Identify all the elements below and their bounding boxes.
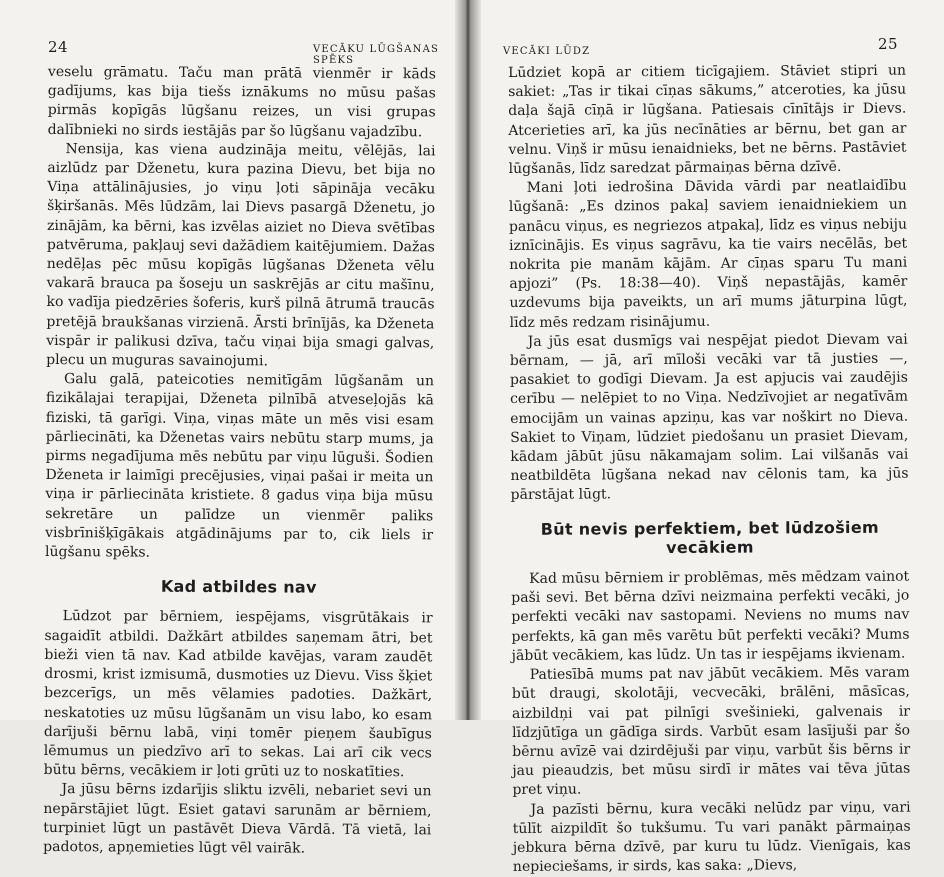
section-heading: Būt nevis perfektiem, bet lūdzošiem vecākiem xyxy=(540,517,879,557)
paragraph: Mani ļoti iedrošina Dāvida vārdi par neatlaidību lūgšanā: „Es dzinos pakaļ saviem ienaidniekiem un panācu viņus, es negriezos atpakaļ, līdz es viņus nebiju iznīcinājis. Es viņus sagrāvu, ka tie vairs necēlās, bet nokrita pie manām kājām. Ar cīņas sparu Tu mani apjozi” (Ps. 18:38—40). Viņš nepastājās, kamēr uzdevums bija paveikts, un arī mums jāturpina lūgt, līdz mēs redzam risinājumu. xyxy=(508,177,908,331)
section-heading: Kad atbildes nav xyxy=(160,576,317,597)
paragraph: Ja jūs esat dusmīgs vai nespējat piedot Dievam vai bērnam, — jā, arī mīloši vecāki var tā justies —, pasakiet to godīgi Dievam. Ja est apjucis vai zaudējis cerību — nelēpiet to no Viņa. Nedzīvojiet ar negatīvām emocijām un vainas apziņu, kas var noškirt no Dieva. Sakiet to Viņam, lūdziet piedošanu un prasiet Dievam, kādam jābūt jūsu nākamajam solim. Lai vilšanās vai neatbildēta lūgšana nekad nav cēlonis tam, ka jūs pārstājat lūgt. xyxy=(509,331,909,504)
paragraph: Patiesībā mums pat nav jābūt vecākiem. Mēs varam būt draugi, skolotāji, vecvecāki, brālēni, māsīcas, aizbildņi vai pat pilnīgi svešinieki, galvenais ir līdzjūtīga un gādīga sirds. Varbūt esam lasījuši par šo bērnu avīzē vai dzirdējuši par viņu, varbūt šis bērns ir jau pieaudzis, bet mūsu sirdī ir mātes vai tēva jūtas pret viņu. xyxy=(511,664,911,799)
page-number: 24 xyxy=(48,38,69,56)
paragraph: Kad mūsu bērniem ir problēmas, mēs mēdzam vainot paši sevi. Bet bērna dzīvi neizmaina perfekti vecāki, jo perfekti vecāki nav sastopami. Neviens no mums nav perfekts, kā gan mēs varētu būt perfekti vecāki? Mums jābūt vecākiem, kas lūdz. Un tas ir iespējams ikvienam. xyxy=(511,568,910,664)
paragraph: Lūdziet kopā ar citiem ticīgajiem. Stāviet stipri un sakiet: „Tas ir tikai cīņas sākums,” atceroties, ka jūsu daļa šajā cīņā ir lūgšana. Patiesais cīnītājs ir Dievs. Atcerieties arī, ka jūs necīnāties ar bērnu, bet gan ar velnu. Viņš ir mūsu ienaidnieks, bet ne bērns. Pastāviet lūgšanās, līdz saredzat pārmaiņas bērna dzīvē. xyxy=(508,62,907,178)
paragraph: veselu grāmatu. Taču man prātā vienmēr ir kāds gadījums, kas bija tiešs iznākums no mūsu pašas pirmās kopīgās lūgšanu reizes, un visi grupas dalībnieki no sirds iestājās par šo lūgšanu vajadzību. xyxy=(47,63,436,140)
page-text xyxy=(43,63,436,859)
page-number: 25 xyxy=(878,35,899,53)
page-text xyxy=(508,62,911,877)
paragraph: Ja pazīsti bērnu, kura vecāki nelūdz par viņu, vari tūlīt aizpildīt šo tukšumu. Tu vari panākt pārmaiņas jebkura bērna dzīvē, par kuru tu lūdz. Vienīgais, kas nepieciešams, ir sirds, kas saka: „Dievs, xyxy=(512,799,911,876)
running-head: VECĀKU LŪGŠANAS SPĒKS xyxy=(313,44,440,66)
book-gutter xyxy=(455,0,481,720)
paragraph: Ja jūsu bērns izdarījis sliktu izvēli, nebariet sevi un nepārstājiet lūgt. Esiet gatavi sarunām ar bērniem, turpiniet lūgt un pastāvēt Dieva Vārdā. Tā vietā, lai padotos, apņemieties lūgt vēl vairāk. xyxy=(43,781,432,857)
paragraph: Galu galā, pateicoties nemitīgām lūgšanām un fizikālajai terapijai, Dženeta pilnībā atveseļojās kā fiziski, tā garīgi. Viņa, viņas māte un mēs visi esam pārliecināti, ka Dženetas vairs nebūtu starp mums, ja pirms negadījuma mēs nebūtu par viņu lūguši. Šodien Dženeta ir laimīgi precējusies, viņai pašai ir meita un viņa ir pārliecināta kristiete. 8 gadus viņa bija mūsu sekretāre un palīdze un vienmēr paliks visbrīnišķīgākais atgādinājums par to, cik liels ir lūgšanu spēks. xyxy=(44,371,435,561)
running-head: VECĀKI LŪDZ xyxy=(503,46,591,57)
paragraph: Nensija, kas viena audzināja meitu, vēlējās, lai aizlūdz par Dženetu, kura pazina Dievu, bet bija no Viņa attālinājusies, jo viņu ļoti sāpināja vecāku šķiršanās. Mēs lūdzām, lai Dievs pasargā Dženetu, jo zinājām, ka bērni, kas izvēlas aiziet no Dieva svētības patvēruma, pakļauj sevi dažādiem kaitējumiem. Dažas nedēļas pēc mūsu kopīgās lūgšanas Dženeta vēlu vakarā brauca pa šoseju un saskrējās ar citu mašīnu, ko vadīja piedzēries šoferis, kurš pilnā ātrumā traucās pretējā braukšanas virzienā. Ārsti brīnījās, ka Dženeta vispār ir palikusi dzīva, taču viņai bija smagi galvas, plecu un muguras savainojumi. xyxy=(46,140,436,370)
left-page xyxy=(0,0,462,857)
paragraph: Lūdzot par bērniem, iespējams, visgrūtākais ir sagaidīt atbildi. Dažkārt atbildes saņemam ātri, bet bieži vien tā nav. Kad atbilde kavējas, varam zaudēt drosmi, krist izmisumā, dusmoties uz Dievu. Viss šķiet bezcerīgs, un mēs vēlamies padoties. Dažkārt, neskatoties uz mūsu lūgšanām un visu labo, ko esam darījuši bērnu labā, viņi tomēr pieņem šaubīgus lēmumus un piedzīvo arī to sekas. Lai arī cik vecs būtu bērns, vecākiem ir ļoti grūti uz to noskatīties. xyxy=(43,608,433,781)
